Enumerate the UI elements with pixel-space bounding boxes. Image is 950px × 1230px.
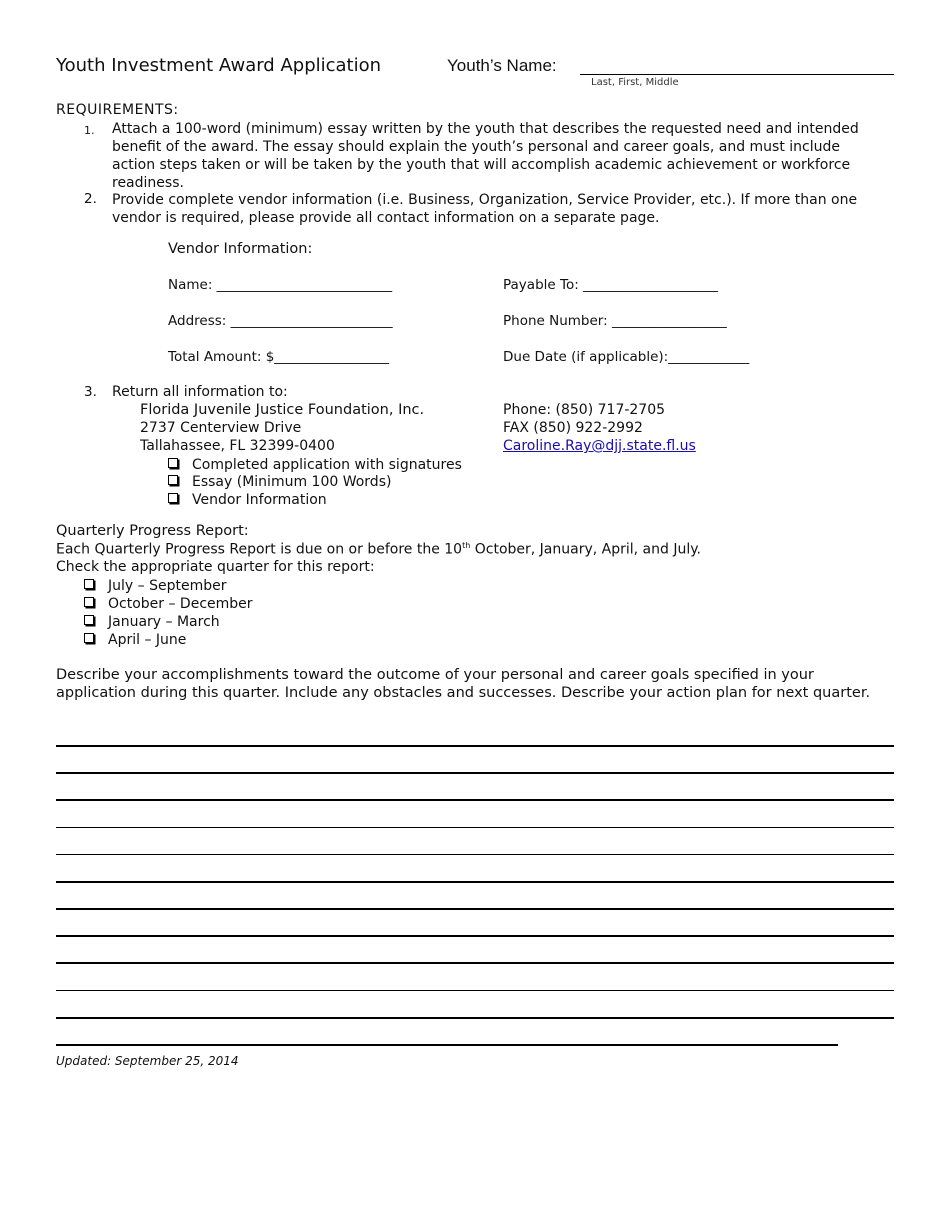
checklist-item: Vendor Information <box>168 491 327 509</box>
writing-line[interactable] <box>56 1017 894 1019</box>
requirements-heading: REQUIREMENTS: <box>56 102 179 118</box>
quarterly-report-due-text: Each Quarterly Progress Report is due on or before the 10th October, January, April, and July. <box>56 541 701 558</box>
return-info-label: Return all information to: <box>112 384 288 400</box>
writing-line[interactable] <box>56 1044 838 1046</box>
checkbox-icon <box>168 475 178 485</box>
item-1-text: Attach a 100-word (minimum) essay written by the youth that describes the requested need and intended benefit of the award. The essay should explain the youth’s personal and career goals, and must include action steps taken or will be taken by the youth that will accomplish academic achievement or workforce readiness. <box>112 121 859 191</box>
checkbox-icon[interactable] <box>84 633 94 643</box>
writing-line[interactable] <box>56 827 894 828</box>
org-name: Florida Juvenile Justice Foundation, Inc. <box>140 402 425 418</box>
org-phone: Phone: (850) 717-2705 <box>503 402 666 418</box>
writing-line[interactable] <box>56 990 894 991</box>
writing-line[interactable] <box>56 799 894 801</box>
writing-line[interactable] <box>56 935 894 937</box>
writing-line[interactable] <box>56 854 894 855</box>
page-title: Youth Investment Award Application <box>56 55 382 76</box>
org-city: Tallahassee, FL 32399-0400 <box>140 438 335 454</box>
vendor-phone-field[interactable]: Phone Number: _________________ <box>503 313 727 329</box>
vendor-address-field[interactable]: Address: ________________________ <box>168 313 393 329</box>
describe-instructions: Describe your accomplishments toward the outcome of your personal and career goals specified in your application during this quarter. Include any obstacles and successes. Describe your action plan for next quarter. <box>56 667 871 701</box>
vendor-total-amount-field[interactable]: Total Amount: $_________________ <box>168 349 390 365</box>
item-3-number: 3. <box>84 384 97 400</box>
writing-line[interactable] <box>56 772 894 774</box>
item-1-number: 1. <box>84 124 95 137</box>
vendor-payable-to-field[interactable]: Payable To: ____________________ <box>503 277 719 293</box>
item-2-text: Provide complete vendor information (i.e. Business, Organization, Service Provider, etc.). If more than one vendor is required, please provide all contact information on a separate page. <box>112 192 858 226</box>
org-street: 2737 Centerview Drive <box>140 420 302 436</box>
writing-line[interactable] <box>56 745 894 747</box>
checklist-item: Essay (Minimum 100 Words) <box>168 473 391 491</box>
checklist-item: Completed application with signatures <box>168 456 462 474</box>
checkbox-icon[interactable] <box>84 615 94 625</box>
writing-line[interactable] <box>56 962 894 964</box>
org-fax: FAX (850) 922-2992 <box>503 420 643 436</box>
checkbox-icon[interactable] <box>84 579 94 589</box>
vendor-info-heading: Vendor Information: <box>168 241 313 257</box>
writing-line[interactable] <box>56 908 894 910</box>
vendor-due-date-field[interactable]: Due Date (if applicable):____________ <box>503 349 750 365</box>
org-email-link[interactable]: Caroline.Ray@djj.state.fl.us <box>503 438 696 454</box>
quarter-instruction: Check the appropriate quarter for this report: <box>56 559 375 575</box>
checkbox-icon <box>168 458 178 468</box>
writing-line[interactable] <box>56 881 894 883</box>
youth-name-field[interactable] <box>580 74 894 75</box>
updated-date: Updated: September 25, 2014 <box>56 1054 239 1068</box>
checkbox-icon[interactable] <box>84 597 94 607</box>
quarter-option-jul-sep[interactable]: July – September <box>84 577 226 595</box>
vendor-name-field[interactable]: Name: __________________________ <box>168 277 393 293</box>
quarter-option-oct-dec[interactable]: October – December <box>84 595 253 613</box>
checkbox-icon <box>168 493 178 503</box>
youth-name-hint: Last, First, Middle <box>591 77 679 88</box>
quarter-option-jan-mar[interactable]: January – March <box>84 613 220 631</box>
item-2-number: 2. <box>84 191 97 207</box>
youth-name-label: Youth’s Name: <box>447 56 557 75</box>
quarter-option-apr-jun[interactable]: April – June <box>84 631 186 649</box>
quarterly-report-heading: Quarterly Progress Report: <box>56 523 249 539</box>
